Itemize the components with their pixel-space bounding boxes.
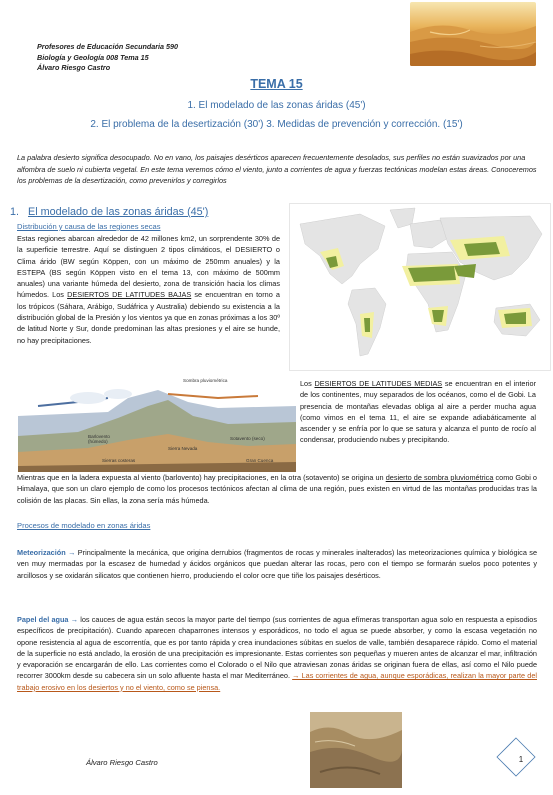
section-1-heading bbox=[10, 206, 208, 218]
paragraph-water-role bbox=[17, 614, 537, 693]
paragraph-distribution bbox=[17, 233, 280, 346]
arid-regions-world-map bbox=[289, 203, 551, 371]
eroded-rock-photo bbox=[310, 712, 402, 788]
paragraph-mid-latitude-deserts bbox=[300, 378, 536, 446]
diagram-label-great-basin: Gran Cuenca bbox=[246, 458, 274, 463]
subtitle-1: 1. El modelado de las zonas áridas (45') bbox=[187, 100, 366, 111]
page-title: TEMA 15 bbox=[250, 77, 303, 91]
p2-underlined-term: DESIERTOS DE LATITUDES MEDIAS bbox=[314, 379, 443, 388]
header-line-1: Profesores de Educación Secundaria 590 bbox=[37, 42, 179, 51]
footer-author: Álvaro Riesgo Castro bbox=[86, 758, 158, 767]
diagram-label-leeward: Sotavento (seco) bbox=[230, 436, 265, 441]
paragraph-rain-shadow bbox=[17, 472, 537, 506]
diagram-label-sierra-nevada: Sierra Nevada bbox=[168, 446, 198, 451]
rain-shadow-diagram bbox=[18, 376, 296, 472]
weathering-label: Meteorización bbox=[17, 548, 66, 557]
subtitle-2: 2. El problema de la desertización (30') 3. Medidas de prevención y corrección. (15') bbox=[90, 119, 463, 130]
desert-dunes-photo bbox=[410, 2, 536, 66]
section-1-number: 1. bbox=[10, 206, 20, 218]
header-line-2: Biología y Geología 008 Tema 15 bbox=[37, 52, 149, 62]
arrow-icon: → bbox=[68, 548, 76, 557]
p1-underlined-term: DESIERTOS DE LATITUDES BAJAS bbox=[67, 290, 192, 300]
water-role-label: Papel del agua bbox=[17, 615, 69, 624]
arrow-icon: → bbox=[70, 615, 78, 624]
diagram-label-windward: Barlovento (húmedo) bbox=[88, 434, 110, 444]
p3-underlined-term: desierto de sombra pluviométrica bbox=[385, 473, 494, 482]
p2-text-b: se encuentran en el interior de los continentes, muy separados de los océanos, como el de Gobi. La presencia de montañas elevadas obliga al aire a perder mucha agua (como vimos en el tema 11, el aire se expande adiabáticamente al ascender y se enfría por lo que se satura y alcanza el punto de rocío al condensar, produciendo nubes y precipitando. bbox=[300, 379, 536, 445]
diagram-label-coastal-ranges: Sierras costeras bbox=[102, 458, 136, 463]
subheading-distribution: Distribución y causa de las regiones secas bbox=[17, 222, 161, 231]
p3-text-b: como Gobi o Himalaya, que son un claro ejemplo de como los procesos tectónicos afectan al clima de una región, pues existen en virtud de las montañas producidas tras la colisión de las placas. Sin ellas, la zona sería más húmeda. bbox=[17, 473, 537, 505]
water-role-text: los cauces de agua están secos la mayor parte del tiempo (sus corrientes de agua efímeras transportan agua solo en respuesta a episodios específicos de precipitación). Cuando aparecen chaparrones intensos y esporádicos, no todo el agua se puede absorber, y como la escasa vegetación no opone resistencia al agua de escorrentía, que es por tanto rápida y crea inundaciones súbitas en suelos de valle, también desaparece rápido. Como el material de la superficie no está anclado, la erosión de una precipitación es impresionante. Estas corrientes son pequeñas y mueren antes de alcanzar el mar, infiltración y evaporación se encargarán de ello. Las corrientes como el Colorado o el Nilo que atraviesan zonas áridas se originan fuera de ellas, así como el Nilo puede recorrer 3000km desde su cabecera sin un solo afluente hasta el mar Mediterráneo. bbox=[17, 615, 537, 681]
p2-text-a: Los bbox=[300, 379, 315, 388]
document-header bbox=[37, 42, 178, 74]
page-number: 1 bbox=[518, 755, 524, 764]
water-role-highlight: → Las corrientes de agua, aunque esporádicas, realizan la mayor parte del trabajo erosivo en los desiertos y no el viento, como se piensa. bbox=[17, 671, 537, 692]
weathering-text: Principalmente la mecánica, que origina derrubios (fragmentos de rocas y minerales inalterados) las meteorizaciones química y biológica se ven muy mermadas por la escasez de humedad y ácidos orgánicos que puedan alterar las rocas, pero con el tiempo se formarán suelos poco potentes y arcillosos y se oxidarán silicatos que contienen hierro, produciendo el color ocre que tiñe los paisajes desérticos. bbox=[17, 548, 538, 580]
subheading-processes: Procesos de modelado en zonas áridas bbox=[17, 521, 151, 530]
map-north-america bbox=[300, 214, 385, 284]
intro-paragraph: La palabra desierto significa desocupado. No en vano, los paisajes desérticos aparecen frecuentemente desolados, sus perfiles no están suavizados por una alfombra de suelo ni cubierta vegetal. En este tema veremos cómo el viento, junto a corrientes de agua y fuerzas tectónicas modelan estas áreas. Conoceremos los problemas de la desertización, como prevenirlos y corregirlos bbox=[17, 153, 537, 185]
section-1-title: El modelado de las zonas áridas (45') bbox=[28, 206, 209, 218]
diagram-label-rain-shadow: Sombra pluviométrica bbox=[183, 378, 228, 383]
p1-text-b: se encuentran en torno a los trópicos (Sáhara, Arábigo, Sudáfrica y Australia) debiendo su existencia a la distribución global de la Presión y los vientos ya que en zonas próximas a los 30º de latitud Norte y Sur, donde predominan las altas presiones y el aire se hunde, no hay precipitaciones. bbox=[17, 290, 280, 345]
p3-text-a: Mientras que en la ladera expuesta al viento (barlovento) hay precipitaciones, en la otra (sotavento) se origina un bbox=[17, 473, 386, 482]
p1-text-a: Estas regiones abarcan alrededor de 42 millones km2, un sorprendente 30% de la superficie terrestre. Aquí se distinguen 2 tipos climáticos, el DESIERTO o Clima árido (BW según Köppen, con un máximo de 250mm anuales) y la ESTEPA (BS según Köppen visto en el tema 13, con máximo de 500mm anuales) una variante húmeda del desierto, zona de transición hacia los climas húmedos. Los bbox=[17, 234, 280, 300]
header-line-3: Álvaro Riesgo Castro bbox=[37, 63, 111, 72]
paragraph-weathering bbox=[17, 547, 537, 581]
